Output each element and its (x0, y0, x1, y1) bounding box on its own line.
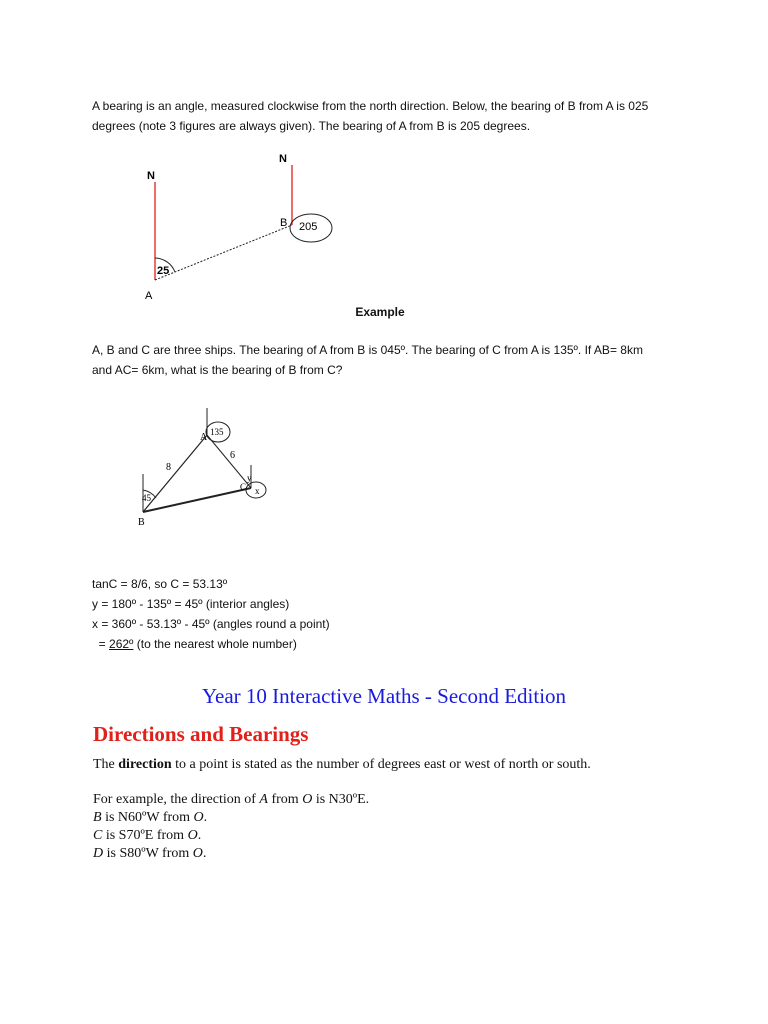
definition-term: direction (118, 757, 172, 772)
example-line-2 (93, 809, 733, 827)
solution-answer: 262º (109, 637, 134, 651)
bearing-diagram-ab (130, 145, 350, 310)
problem-line-1: A, B and C are three ships. The bearing of A from B is 045º. The bearing of C from A is 135º. If AB= 8km (92, 343, 643, 357)
intro-line-1: A bearing is an angle, measured clockwise from the north direction. Below, the bearing of B from A is 025 (92, 99, 649, 113)
point-label-a: A (145, 290, 153, 302)
north-label-b: N (279, 153, 287, 165)
solution-block (92, 574, 692, 654)
point-label-b: B (280, 217, 288, 229)
side-label-ac: 6 (230, 450, 235, 461)
north-label-a: N (147, 170, 155, 182)
solution-line-3: x = 360º - 53.13º - 45º (angles round a point) (92, 617, 330, 631)
angle-label-b: 45 (142, 493, 151, 503)
triangle-diagram-abc (130, 402, 280, 532)
example-line-1 (93, 791, 733, 809)
definition-the: The (93, 757, 119, 772)
example-2-var-o: O (193, 810, 204, 825)
example-2-text-b: . (203, 810, 208, 825)
example-heading: Example (355, 305, 405, 319)
example-4-var-o: O (192, 846, 203, 861)
example-3-var-c: C (93, 828, 103, 843)
example-line-3 (93, 827, 733, 845)
solution-line-1: tanC = 8/6, so C = 53.13º (92, 577, 228, 591)
solution-line-4-prefix: = (92, 637, 110, 651)
vertex-label-a: A (200, 432, 208, 443)
example-4-text-a: is S80ºW from (103, 846, 193, 861)
angle-label-x: x (255, 486, 260, 496)
solution-line-2: y = 180º - 135º = 45º (interior angles) (92, 597, 290, 611)
example-1-text-a: For example, the direction of (93, 792, 260, 807)
angle-label-a: 135 (210, 427, 224, 437)
example-1-var-a: A (259, 792, 268, 807)
direction-definition (93, 756, 733, 774)
example-1-text-c: is N30ºE. (312, 792, 370, 807)
angle-label-b: 205 (299, 221, 318, 233)
example-line-4 (93, 845, 733, 863)
example-2-text-a: is N60ºW from (101, 810, 194, 825)
solution-line-4-suffix: (to the nearest whole number) (133, 637, 297, 651)
angle-label-a: 25 (157, 265, 170, 277)
direction-examples (93, 791, 733, 863)
example-1-text-b: from (267, 792, 303, 807)
definition-rest: to a point is stated as the number of degrees east or west of north or south. (171, 757, 591, 772)
example-3-text-a: is S70ºE from (102, 828, 188, 843)
example-3-var-o: O (187, 828, 198, 843)
intro-line-2: degrees (note 3 figures are always given). The bearing of A from B is 205 degrees. (92, 119, 531, 133)
example-problem (92, 340, 722, 380)
example-4-var-d: D (93, 846, 104, 861)
example-3-text-b: . (197, 828, 202, 843)
example-4-text-b: . (202, 846, 207, 861)
example-2-var-b: B (93, 810, 102, 825)
solution-line-4 (92, 634, 692, 654)
problem-line-2: and AC= 6km, what is the bearing of B from C? (92, 363, 343, 377)
example-1-var-o: O (302, 792, 313, 807)
page-heading: Directions and Bearings (93, 722, 309, 746)
side-ac (207, 435, 251, 488)
intro-paragraph (92, 96, 712, 136)
segment-ab (155, 225, 292, 280)
side-label-ab: 8 (166, 462, 171, 473)
vertex-label-b: B (138, 517, 145, 528)
section-title: Year 10 Interactive Maths - Second Edition (201, 684, 567, 708)
vertex-label-c: C (240, 482, 247, 492)
angle-label-y: y (247, 473, 252, 483)
